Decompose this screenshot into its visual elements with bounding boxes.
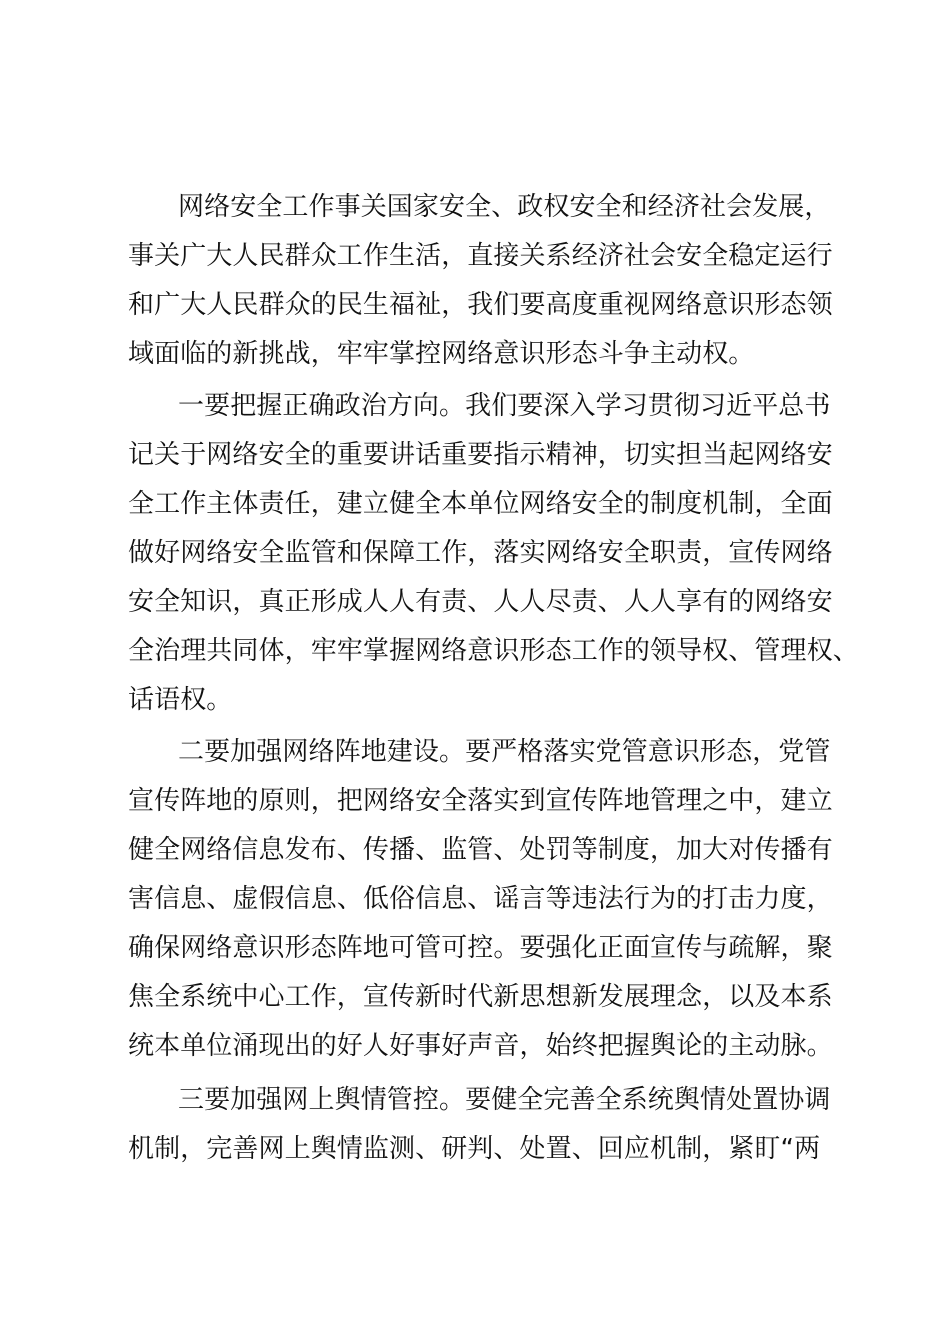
- paragraph-4-line-1: 三要加强网上舆情管控。要健全完善全系统舆情处置协调: [178, 1085, 831, 1115]
- paragraph-1-line-2: 事关广大人民群众工作生活，直接关系经济社会安全稳定运行: [128, 241, 833, 271]
- paragraph-2-line-4: 做好网络安全监管和保障工作，落实网络安全职责，宣传网络: [128, 538, 833, 568]
- paragraph-1-line-4: 域面临的新挑战，牢牢掌控网络意识形态斗争主动权。: [128, 339, 755, 369]
- paragraph-3-line-1: 二要加强网络阵地建设。要严格落实党管意识形态，党管: [178, 737, 831, 767]
- paragraph-2-line-5: 安全知识，真正形成人人有责、人人尽责、人人享有的网络安: [128, 587, 833, 617]
- paragraph-2-line-7: 话语权。: [128, 685, 233, 715]
- paragraph-4-line-2: 机制，完善网上舆情监测、研判、处置、回应机制，紧盯“两: [128, 1134, 821, 1164]
- paragraph-1-line-3: 和广大人民群众的民生福祉，我们要高度重视网络意识形态领: [128, 290, 833, 320]
- paragraph-1-line-1: 网络安全工作事关国家安全、政权安全和经济社会发展，: [178, 192, 831, 222]
- paragraph-3-line-5: 确保网络意识形态阵地可管可控。要强化正面宣传与疏解，聚: [128, 933, 833, 963]
- paragraph-2-line-1: 一要把握正确政治方向。我们要深入学习贯彻习近平总书: [178, 391, 831, 421]
- paragraph-3-line-7: 统本单位涌现出的好人好事好声音，始终把握舆论的主动脉。: [128, 1031, 833, 1061]
- paragraph-3-line-3: 健全网络信息发布、传播、监管、处罚等制度，加大对传播有: [128, 835, 833, 865]
- paragraph-3-line-4: 害信息、虚假信息、低俗信息、谣言等违法行为的打击力度，: [128, 884, 833, 914]
- paragraph-2-line-2: 记关于网络安全的重要讲话重要指示精神，切实担当起网络安: [128, 440, 833, 470]
- paragraph-3-line-6: 焦全系统中心工作，宣传新时代新思想新发展理念，以及本系: [128, 982, 833, 1012]
- paragraph-2-line-6: 全治理共同体，牢牢掌握网络意识形态工作的领导权、管理权、: [128, 636, 859, 666]
- paragraph-2-line-3: 全工作主体责任，建立健全本单位网络安全的制度机制，全面: [128, 489, 833, 519]
- paragraph-3-line-2: 宣传阵地的原则，把网络安全落实到宣传阵地管理之中，建立: [128, 786, 833, 816]
